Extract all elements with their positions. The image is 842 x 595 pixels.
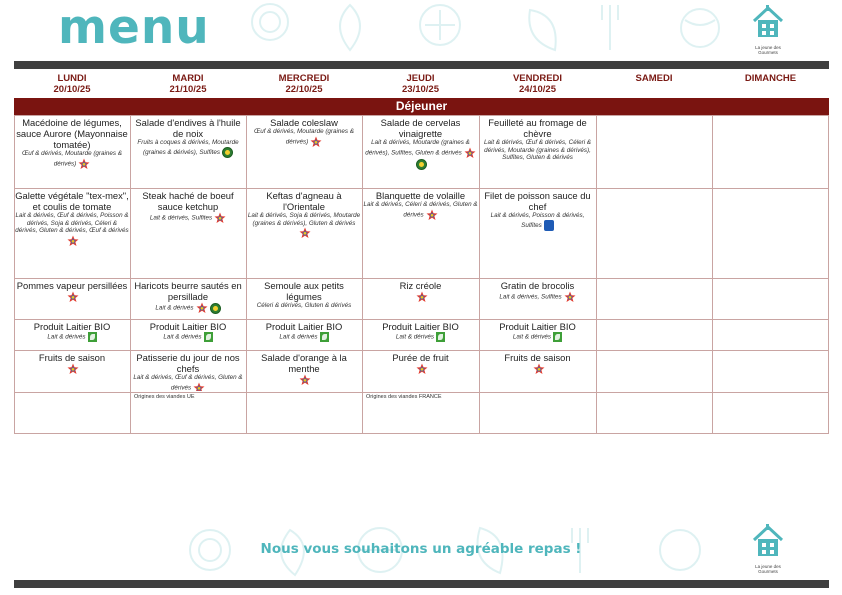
day-name: LUNDI: [57, 73, 87, 84]
day-name: MERCREDI: [278, 73, 330, 84]
day-name: SAMEDI: [635, 73, 673, 84]
footer-message: Nous vous souhaitons un agréable repas !: [260, 541, 582, 557]
day-name: MARDI: [172, 73, 204, 84]
allergen-list: [480, 139, 595, 162]
menu-cell: [363, 352, 478, 391]
dish-name: Macédoine de légumes, sauce Aurore (Mayonnaise tomatée): [16, 117, 128, 150]
homemade-star-icon: [310, 136, 322, 148]
dish-name: Gratin de brocolis: [500, 280, 575, 291]
quality-label-icon: [210, 303, 221, 314]
food-doodles-top: [230, 0, 750, 60]
homemade-star-icon: [564, 291, 576, 303]
day-name: JEUDI: [406, 73, 435, 84]
menu-cell: [131, 280, 245, 318]
dish-name: Haricots beurre sautés en persillade: [134, 280, 242, 302]
allergen-text: Œuf & dérivés, Moutarde (graines & dérivés): [21, 150, 123, 168]
menu-cell: [247, 321, 361, 349]
allergen-text: Lait & dérivés: [279, 333, 318, 341]
homemade-star-icon: [67, 291, 79, 303]
allergen-list: [15, 332, 129, 342]
grid-row-line: [14, 278, 829, 279]
menu-cell: [15, 280, 129, 318]
allergen-list: [247, 128, 361, 148]
allergen-text: Lait & dérivés: [512, 333, 552, 341]
day-date: 24/10/25: [519, 84, 556, 95]
allergen-list: [247, 374, 361, 386]
menu-cell: [247, 280, 361, 318]
day-name: DIMANCHE: [744, 73, 797, 84]
dish-name: Produit Laitier BIO: [33, 321, 111, 332]
dish-name: Purée de fruit: [392, 352, 449, 363]
menu-cell: [480, 190, 595, 277]
allergen-list: [15, 291, 129, 303]
bottom-divider-bar: [14, 580, 829, 588]
allergen-list: [480, 332, 595, 342]
homemade-star-icon: [464, 147, 476, 159]
allergen-list: [480, 363, 595, 375]
grid-column-line: [712, 115, 713, 434]
menu-cell: [131, 117, 245, 187]
allergen-text: Lait & dérivés, Œuf & dérivés, Poisson & dérivés, Soja & dérivés, Céleri & dérivés, Gluten & dérivés, Œuf & dérivés: [15, 212, 129, 235]
allergen-text: Lait & dérivés, Sulfites: [149, 214, 213, 222]
dish-name: Riz créole: [399, 280, 442, 291]
logo-caption-bottom: La jeune des Gourmets: [755, 564, 781, 574]
homemade-star-icon: [78, 158, 90, 170]
allergen-text: Lait & dérivés: [47, 333, 86, 341]
dish-name: Semoule aux petits légumes: [264, 280, 344, 302]
restaurant-logo: [748, 4, 788, 55]
menu-cell: [247, 117, 361, 187]
menu-cell: [480, 352, 595, 391]
menu-cell: [131, 190, 245, 277]
day-header: [130, 73, 246, 95]
allergen-text: Lait & dérivés, Œuf & dérivés, Céleri & dérivés, Moutarde (graines & dérivés), Sulfites, Gluten & dérivés: [483, 139, 592, 162]
dish-name: Salade d'orange à la menthe: [261, 352, 347, 374]
allergen-list: [15, 363, 129, 375]
menu-cell: [15, 190, 129, 277]
dish-name: Produit Laitier BIO: [499, 321, 576, 332]
homemade-star-icon: [193, 382, 205, 391]
menu-grid: [14, 115, 829, 434]
grid-row-line: [14, 188, 829, 189]
homemade-star-icon: [299, 227, 311, 239]
allergen-list: [131, 332, 245, 342]
dish-name: Salade de cervelas vinaigrette: [380, 117, 461, 139]
grid-column-line: [596, 115, 597, 434]
homemade-star-icon: [416, 291, 428, 303]
homemade-star-icon: [299, 374, 311, 386]
dish-name: Produit Laitier BIO: [265, 321, 343, 332]
day-header: [596, 73, 712, 84]
dish-name: Fruits de saison: [38, 352, 106, 363]
homemade-star-icon: [426, 209, 438, 221]
allergen-text: Lait & dérivés: [155, 304, 194, 312]
dish-name: Galette végétale "tex-mex", et coulis de tomate: [15, 190, 129, 212]
dish-name: Salade coleslaw: [270, 117, 338, 128]
day-header: [246, 73, 362, 95]
day-header: [479, 73, 596, 95]
allergen-list: [15, 212, 129, 247]
allergen-text: Céleri & dérivés, Gluten & dérivés: [256, 302, 352, 309]
house-logo-icon: [750, 4, 786, 40]
allergen-text: Œuf & dérivés, Moutarde (graines & dérivés): [253, 128, 355, 146]
dish-name: Filet de poisson sauce du chef: [484, 190, 591, 212]
organic-label-icon: [320, 332, 329, 342]
allergen-list: [131, 212, 245, 224]
dish-name: Blanquette de volaille: [375, 190, 466, 201]
allergen-text: Fruits à coques & dérivés, Moutarde (graines & dérivés), Sulfites: [137, 139, 239, 156]
meat-origin-note: Origines des viandes UE: [134, 394, 195, 400]
allergen-list: [247, 332, 361, 342]
allergen-text: Lait & dérivés, Moutarde (graines & dérivés), Sulfites, Gluten & dérivés: [365, 139, 470, 157]
grid-row-line: [14, 115, 829, 116]
allergen-text: Lait & dérivés, Poisson & dérivés, Sulfites: [490, 212, 585, 229]
day-date: 21/10/25: [169, 84, 207, 95]
menu-cell: [247, 190, 361, 277]
menu-cell: [480, 117, 595, 187]
dish-name: Patisserie du jour de nos chefs: [136, 352, 240, 374]
menu-cell: [15, 321, 129, 349]
allergen-list: [131, 374, 245, 391]
menu-cell: [363, 117, 478, 187]
homemade-star-icon: [196, 302, 208, 314]
allergen-list: [15, 150, 129, 170]
allergen-list: [480, 212, 595, 231]
homemade-star-icon: [533, 363, 545, 375]
quality-label-icon: [416, 159, 427, 170]
organic-label-icon: [204, 332, 213, 342]
organic-label-icon: [436, 332, 445, 342]
allergen-list: [131, 302, 245, 314]
dish-name: Pommes vapeur persillées: [16, 280, 128, 291]
menu-cell: [363, 280, 478, 318]
menu-cell: [247, 352, 361, 391]
allergen-text: Lait & dérivés, Sulfites: [499, 293, 562, 301]
allergen-text: Lait & dérivés, Œuf & dérivés, Gluten & dérivés: [133, 374, 243, 391]
day-header-row: [14, 73, 829, 98]
allergen-list: [131, 139, 245, 158]
homemade-star-icon: [67, 363, 79, 375]
allergen-text: Lait & dérivés, Soja & dérivés, Moutarde (graines & dérivés), Gluten & dérivés: [247, 212, 361, 227]
menu-cell: [131, 352, 245, 391]
menu-cell: [363, 190, 478, 277]
day-header: [14, 73, 130, 95]
menu-cell: [15, 117, 129, 187]
day-name: VENDREDI: [512, 73, 563, 84]
allergen-list: [247, 212, 361, 239]
sustainable-fishing-icon: [544, 220, 554, 231]
quality-label-icon: [222, 147, 233, 158]
grid-row-line: [14, 392, 829, 393]
homemade-star-icon: [416, 363, 428, 375]
allergen-text: Lait & dérivés, Céleri & dérivés, Gluten & dérivés: [363, 201, 478, 219]
organic-label-icon: [553, 332, 562, 342]
dish-name: Fruits de saison: [504, 352, 571, 363]
dish-name: Salade d'endives à l'huile de noix: [135, 117, 241, 139]
allergen-list: [247, 302, 361, 310]
meal-band: Déjeuner: [14, 98, 829, 115]
allergen-list: [363, 332, 478, 342]
allergen-list: [480, 291, 595, 303]
dish-name: Steak haché de boeuf sauce ketchup: [142, 190, 234, 212]
homemade-star-icon: [214, 212, 226, 224]
top-divider-bar: [14, 61, 829, 69]
menu-cell: [480, 280, 595, 318]
dish-name: Keftas d'agneau à l'Orientale: [266, 190, 342, 212]
allergen-list: [363, 201, 478, 221]
day-header: [712, 73, 829, 84]
menu-cell: [480, 321, 595, 349]
meat-origin-note: Origines des viandes FRANCE: [366, 394, 442, 400]
menu-cell: [363, 321, 478, 349]
grid-column-line: [828, 115, 829, 434]
allergen-list: [363, 139, 478, 170]
grid-row-line: [14, 319, 829, 320]
day-header: [362, 73, 479, 95]
day-date: 22/10/25: [285, 84, 323, 95]
menu-cell: [15, 352, 129, 391]
dish-name: Produit Laitier BIO: [382, 321, 459, 332]
day-date: 20/10/25: [53, 84, 91, 95]
allergen-list: [363, 363, 478, 375]
grid-row-line: [14, 433, 829, 434]
allergen-text: Lait & dérivés: [163, 333, 202, 341]
homemade-star-icon: [67, 235, 79, 247]
dish-name: Produit Laitier BIO: [149, 321, 227, 332]
allergen-text: Lait & dérivés: [395, 333, 435, 341]
grid-row-line: [14, 350, 829, 351]
logo-caption: La jeune des Gourmets: [755, 45, 781, 55]
organic-label-icon: [88, 332, 97, 342]
page-title: menu: [58, 0, 210, 55]
day-date: 23/10/25: [402, 84, 439, 95]
dish-name: Feuilleté au fromage de chèvre: [488, 117, 587, 139]
menu-cell: [131, 321, 245, 349]
allergen-list: [363, 291, 478, 303]
